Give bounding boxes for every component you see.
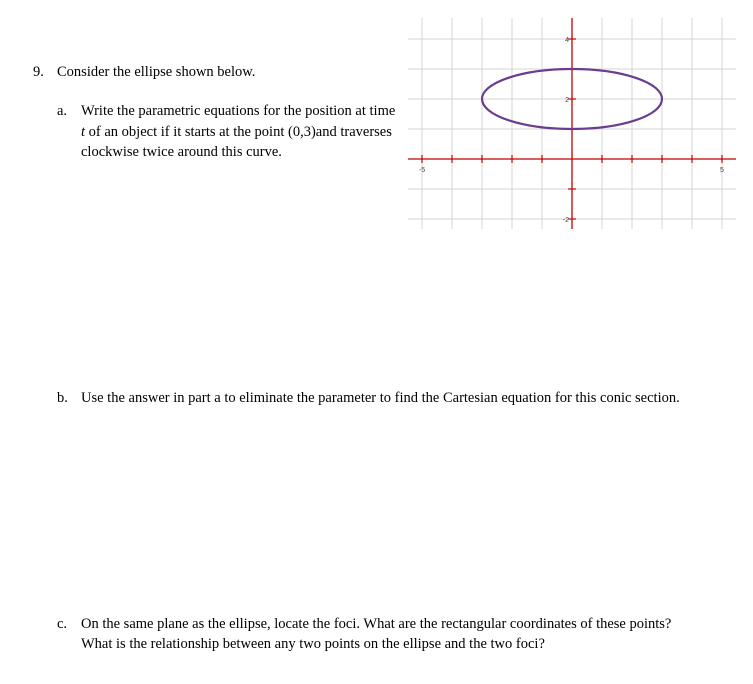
part-a-line3: clockwise twice around this curve. [81,144,282,160]
problem-number: 9. [33,64,44,80]
part-a-line2-mid: of an object if it starts at the point [85,124,288,140]
tick-label-y-neg2: -2 [562,217,569,224]
start-point: (0,3) [287,124,316,140]
tick-label-x-neg5: -5 [418,167,426,174]
part-c-label: c. [57,616,68,632]
part-a-label: a. [57,103,68,119]
part-a-line2 [81,122,392,142]
part-c-line1: On the same plane as the ellipse, locate the foci. What are the rectangular coordinates of these points? [81,616,672,632]
part-b-label: b. [57,390,68,406]
tick-label-y-2: 2 [565,97,569,104]
variable-t: t [81,124,86,140]
tick-label-y-4: 4 [565,37,569,44]
part-a-line1: Write the parametric equations for the position at time [81,103,396,119]
tick-label-x-5: 5 [720,167,724,174]
graph-axes [408,18,736,229]
part-c-line2: What is the relationship between any two points on the ellipse and the two foci? [81,636,545,652]
part-a-line2-end: and traverses [315,124,392,140]
part-b-text: Use the answer in part a to eliminate the parameter to find the Cartesian equation for this conic section. [81,390,680,406]
problem-intro: Consider the ellipse shown below. [57,64,256,80]
